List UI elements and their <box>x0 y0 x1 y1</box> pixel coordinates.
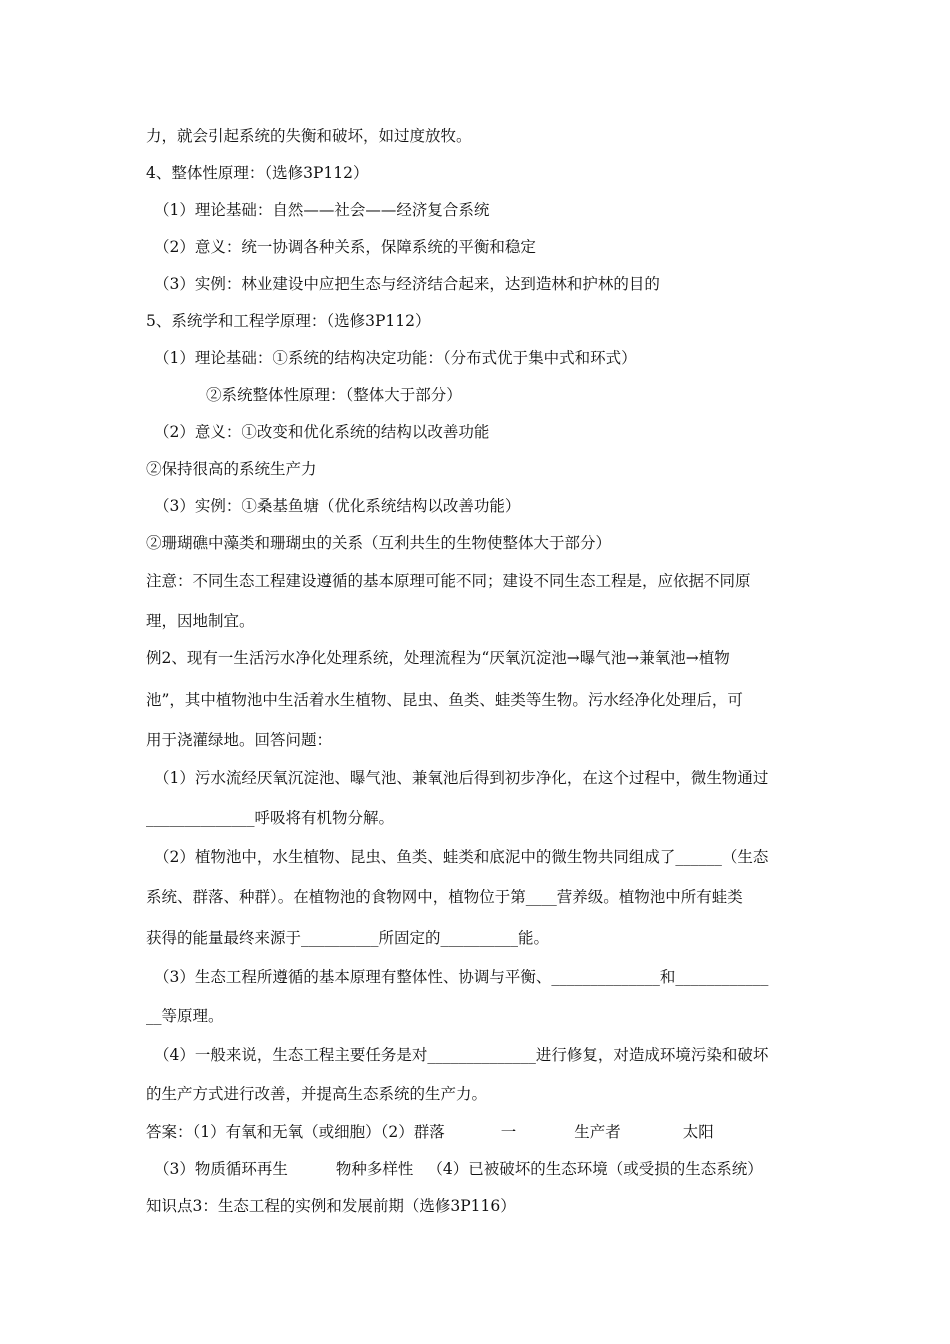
text-line: （1）理论基础：自然——社会——经济复合系统 <box>154 201 490 219</box>
answer-4: 生产者 <box>574 1123 621 1141</box>
example-line: 例2、现有一生活污水净化处理系统，处理流程为“厌氧沉淀池→曝气池→兼氧池→植物 <box>146 649 730 667</box>
answer-1: （1）有氧和无氧（或细胞） <box>192 1123 381 1141</box>
text-line: （1）理论基础：①系统的结构决定功能：（分布式优于集中式和环式） <box>154 349 637 367</box>
question-line: ______________呼吸将有机物分解。 <box>146 809 395 827</box>
answer-line-2 <box>154 1158 763 1180</box>
note-line: 注意：不同生态工程建设遵循的基本原理可能不同；建设不同生态工程是，应依据不同原 <box>146 572 751 590</box>
question-line: 获得的能量最终来源于__________所固定的__________能。 <box>146 929 550 947</box>
question-line: （3）生态工程所遵循的基本原理有整体性、协调与平衡、______________和____________ <box>154 968 769 986</box>
text-line: ②保持很高的系统生产力 <box>146 460 317 478</box>
heading-holism: 4、整体性原理：（选修3P112） <box>146 164 369 182</box>
answer-7: 物种多样性 <box>335 1160 414 1178</box>
note-line: 理，因地制宜。 <box>146 612 255 630</box>
text-line: （2）意义：①改变和优化系统的结构以改善功能 <box>154 423 490 441</box>
text-line: ②珊瑚礁中藻类和珊瑚虫的关系（互利共生的生物使整体大于部分） <box>146 534 612 552</box>
text-line: （3）实例：林业建设中应把生态与经济结合起来，达到造林和护林的目的 <box>154 275 660 293</box>
example-line: 池”，其中植物池中生活着水生植物、昆虫、鱼类、蛙类等生物。污水经净化处理后，可 <box>146 691 743 709</box>
answer-8: （4）已被破坏的生态环境（或受损的生态系统） <box>427 1160 763 1178</box>
text-line: 力，就会引起系统的失衡和破坏，如过度放牧。 <box>146 127 472 145</box>
question-line: 系统、群落、种群）。在植物池的食物网中，植物位于第____营养级。植物池中所有蛙类 <box>146 888 743 906</box>
answer-5: 太阳 <box>682 1123 714 1141</box>
heading-systems: 5、系统学和工程学原理：（选修3P112） <box>146 312 431 330</box>
text-line: （2）意义：统一协调各种关系，保障系统的平衡和稳定 <box>154 238 536 256</box>
answer-3: 一 <box>500 1123 517 1141</box>
question-line: （2）植物池中，水生植物、昆虫、鱼类、蛙类和底泥中的微生物共同组成了______（生态 <box>154 848 769 866</box>
question-line: __等原理。 <box>146 1007 224 1025</box>
text-line: ②系统整体性原理：（整体大于部分） <box>206 386 462 404</box>
question-line: （1）污水流经厌氧沉淀池、曝气池、兼氧池后得到初步净化，在这个过程中，微生物通过 <box>154 769 769 787</box>
answer-2: （2）群落 <box>380 1123 445 1141</box>
text-line: （3）实例：①桑基鱼塘（优化系统结构以改善功能） <box>154 497 521 515</box>
question-line: （4）一般来说，生态工程主要任务是对______________进行修复，对造成环境污染和破坏 <box>154 1046 769 1064</box>
answer-label: 答案： <box>146 1123 193 1141</box>
knowledge-point-heading: 知识点3：生态工程的实例和发展前期（选修3P116） <box>146 1197 516 1215</box>
answer-line-1 <box>146 1121 714 1143</box>
example-line: 用于浇灌绿地。回答问题： <box>146 731 333 749</box>
question-line: 的生产方式进行改善，并提高生态系统的生产力。 <box>146 1085 488 1103</box>
answer-6: （3）物质循环再生 <box>154 1160 288 1178</box>
